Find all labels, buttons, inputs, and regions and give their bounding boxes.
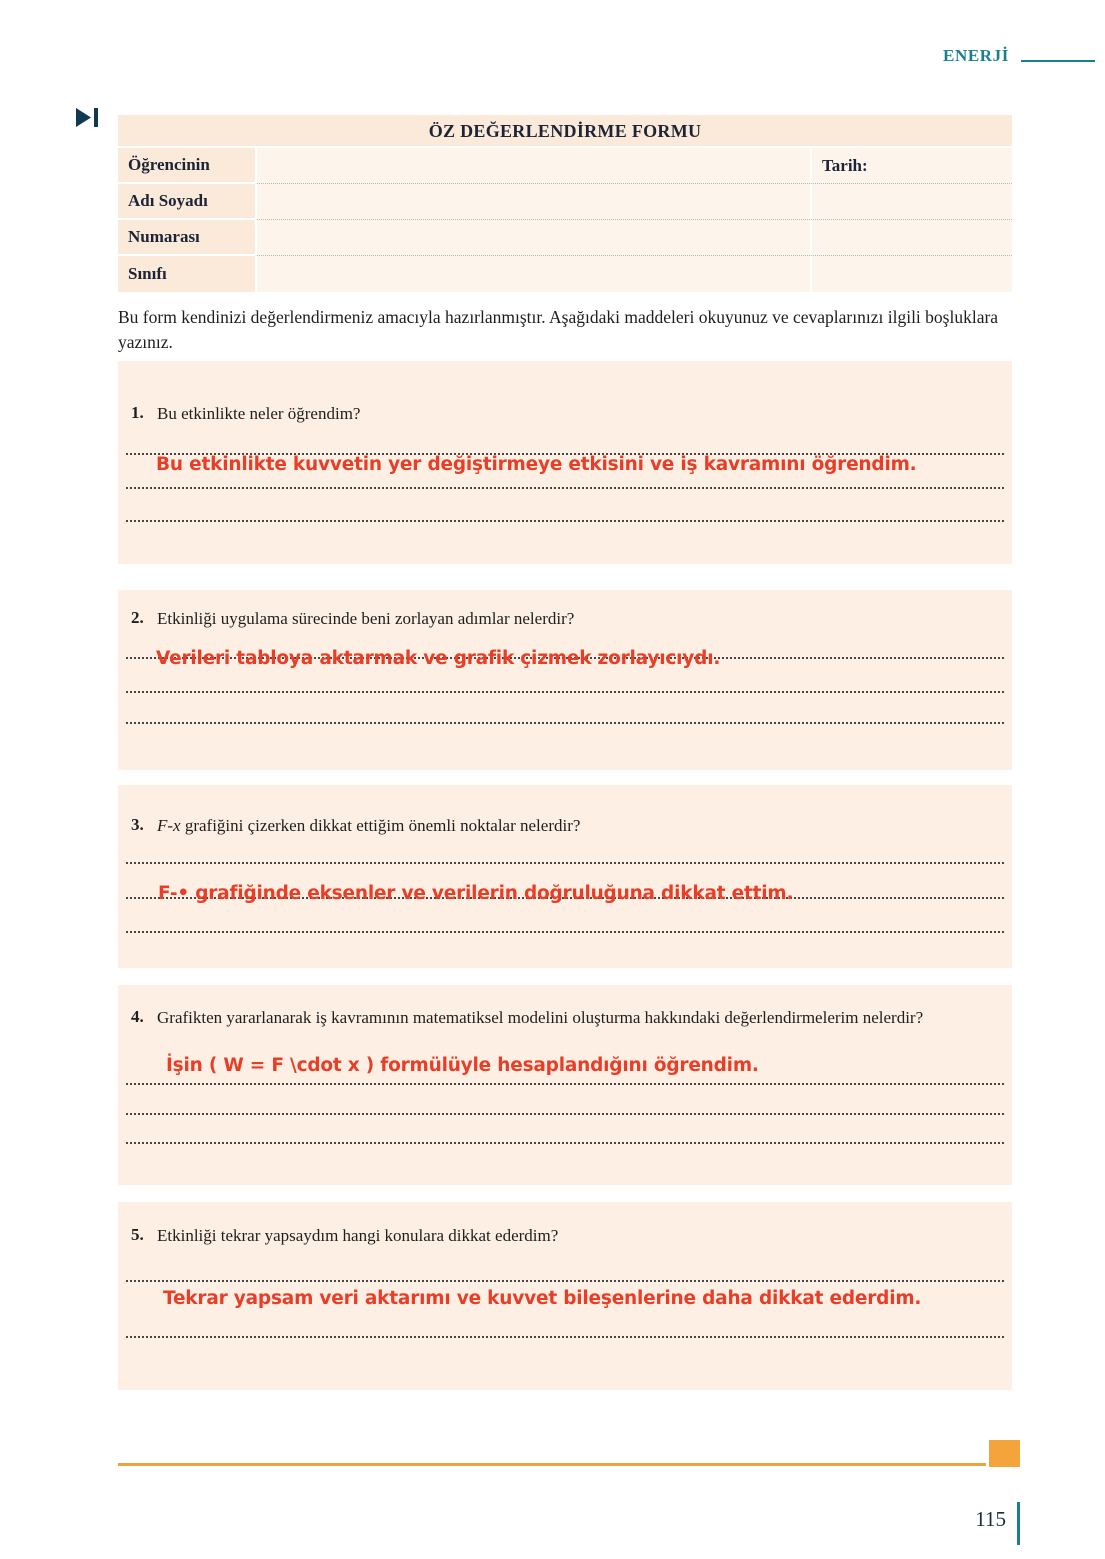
question-block-4 [118, 985, 1012, 1185]
class-value-field [255, 256, 810, 292]
question-1 [128, 403, 1000, 426]
question-number: 2. [131, 607, 144, 627]
answer-line [126, 862, 1004, 864]
footer-rule [118, 1463, 986, 1466]
question-3 [128, 815, 1000, 838]
number-label: Numarası [118, 220, 255, 256]
page-number-bar [1017, 1502, 1020, 1545]
footer-accent-square [989, 1440, 1020, 1467]
question-number: 1. [131, 402, 144, 422]
handwritten-answer: F-• grafiğinde eksenler ve verilerin doğruluğuna dikkat ettim. [158, 882, 794, 904]
section-header [943, 46, 1095, 66]
question-block-2 [118, 590, 1012, 770]
date-value-field [810, 184, 1012, 220]
form-title: ÖZ DEĞERLENDİRME FORMU [118, 115, 1012, 148]
handwritten-answer: Tekrar yapsam veri aktarımı ve kuvvet bileşenlerine daha dikkat ederdim. [163, 1287, 922, 1309]
question-text: Grafikten yararlanarak iş kavramının matematiksel modelini oluşturma hakkındaki değerlendirmelerim nelerdir? [157, 1007, 924, 1027]
question-4 [128, 1007, 1000, 1030]
answer-line [126, 691, 1004, 693]
answer-line [126, 1083, 1004, 1085]
date-label: Tarih: [810, 148, 1012, 184]
answer-line [126, 1280, 1004, 1282]
answer-line [126, 1336, 1004, 1338]
question-block-1 [118, 361, 1012, 564]
question-5 [128, 1225, 1000, 1248]
answer-line [126, 487, 1004, 489]
question-text [157, 815, 580, 838]
answer-line [126, 931, 1004, 933]
question-number: 3. [131, 814, 144, 834]
handwritten-answer: Bu etkinlikte kuvvetin yer değiştirmeye etkisini ve iş kavramını öğrendim. [156, 453, 917, 475]
answer-line [126, 520, 1004, 522]
date-value-field-3 [810, 256, 1012, 292]
self-evaluation-form [118, 115, 1012, 1390]
question-text: Etkinliği uygulama sürecinde beni zorlayan adımlar nelerdir? [157, 608, 575, 628]
answer-line [126, 1142, 1004, 1144]
answer-line [126, 1113, 1004, 1115]
question-block-3 [118, 785, 1012, 968]
student-label: Öğrencinin [118, 148, 255, 184]
name-label: Adı Soyadı [118, 184, 255, 220]
question-number: 5. [131, 1224, 144, 1244]
question-text: Bu etkinlikte neler öğrendim? [157, 403, 361, 423]
question-2 [128, 608, 1000, 631]
section-header-rule [1021, 60, 1095, 62]
section-title: ENERJİ [943, 46, 1009, 65]
question-text: Etkinliği tekrar yapsaydım hangi konulara dikkat ederdim? [157, 1225, 559, 1245]
number-value-field [255, 220, 810, 256]
student-value-field [255, 148, 810, 184]
form-intro-text: Bu form kendinizi değerlendirmeniz amacıyla hazırlanmıştır. Aşağıdaki maddeleri okuyunuz ve cevaplarınızı ilgili boşluklara yazınız. [118, 307, 999, 352]
name-value-field [255, 184, 810, 220]
question-text-rest: grafiğini çizerken dikkat ettiğim önemli noktalar nelerdir? [184, 815, 581, 835]
question-number: 4. [131, 1006, 144, 1026]
play-marker-icon [76, 108, 102, 127]
answer-line [126, 722, 1004, 724]
class-label: Sınıfı [118, 256, 255, 292]
question-block-5 [118, 1202, 1012, 1390]
student-info-table [118, 148, 1012, 292]
page-number: 115 [975, 1507, 1006, 1531]
date-value-field-2 [810, 220, 1012, 256]
question-italic-term: F-x [157, 815, 181, 835]
handwritten-answer: İşin ( W = F \cdot x ) formülüyle hesaplandığını öğrendim. [166, 1054, 759, 1076]
handwritten-answer: Verileri tabloya aktarmak ve grafik çizmek zorlayıcıydı. [156, 647, 721, 669]
